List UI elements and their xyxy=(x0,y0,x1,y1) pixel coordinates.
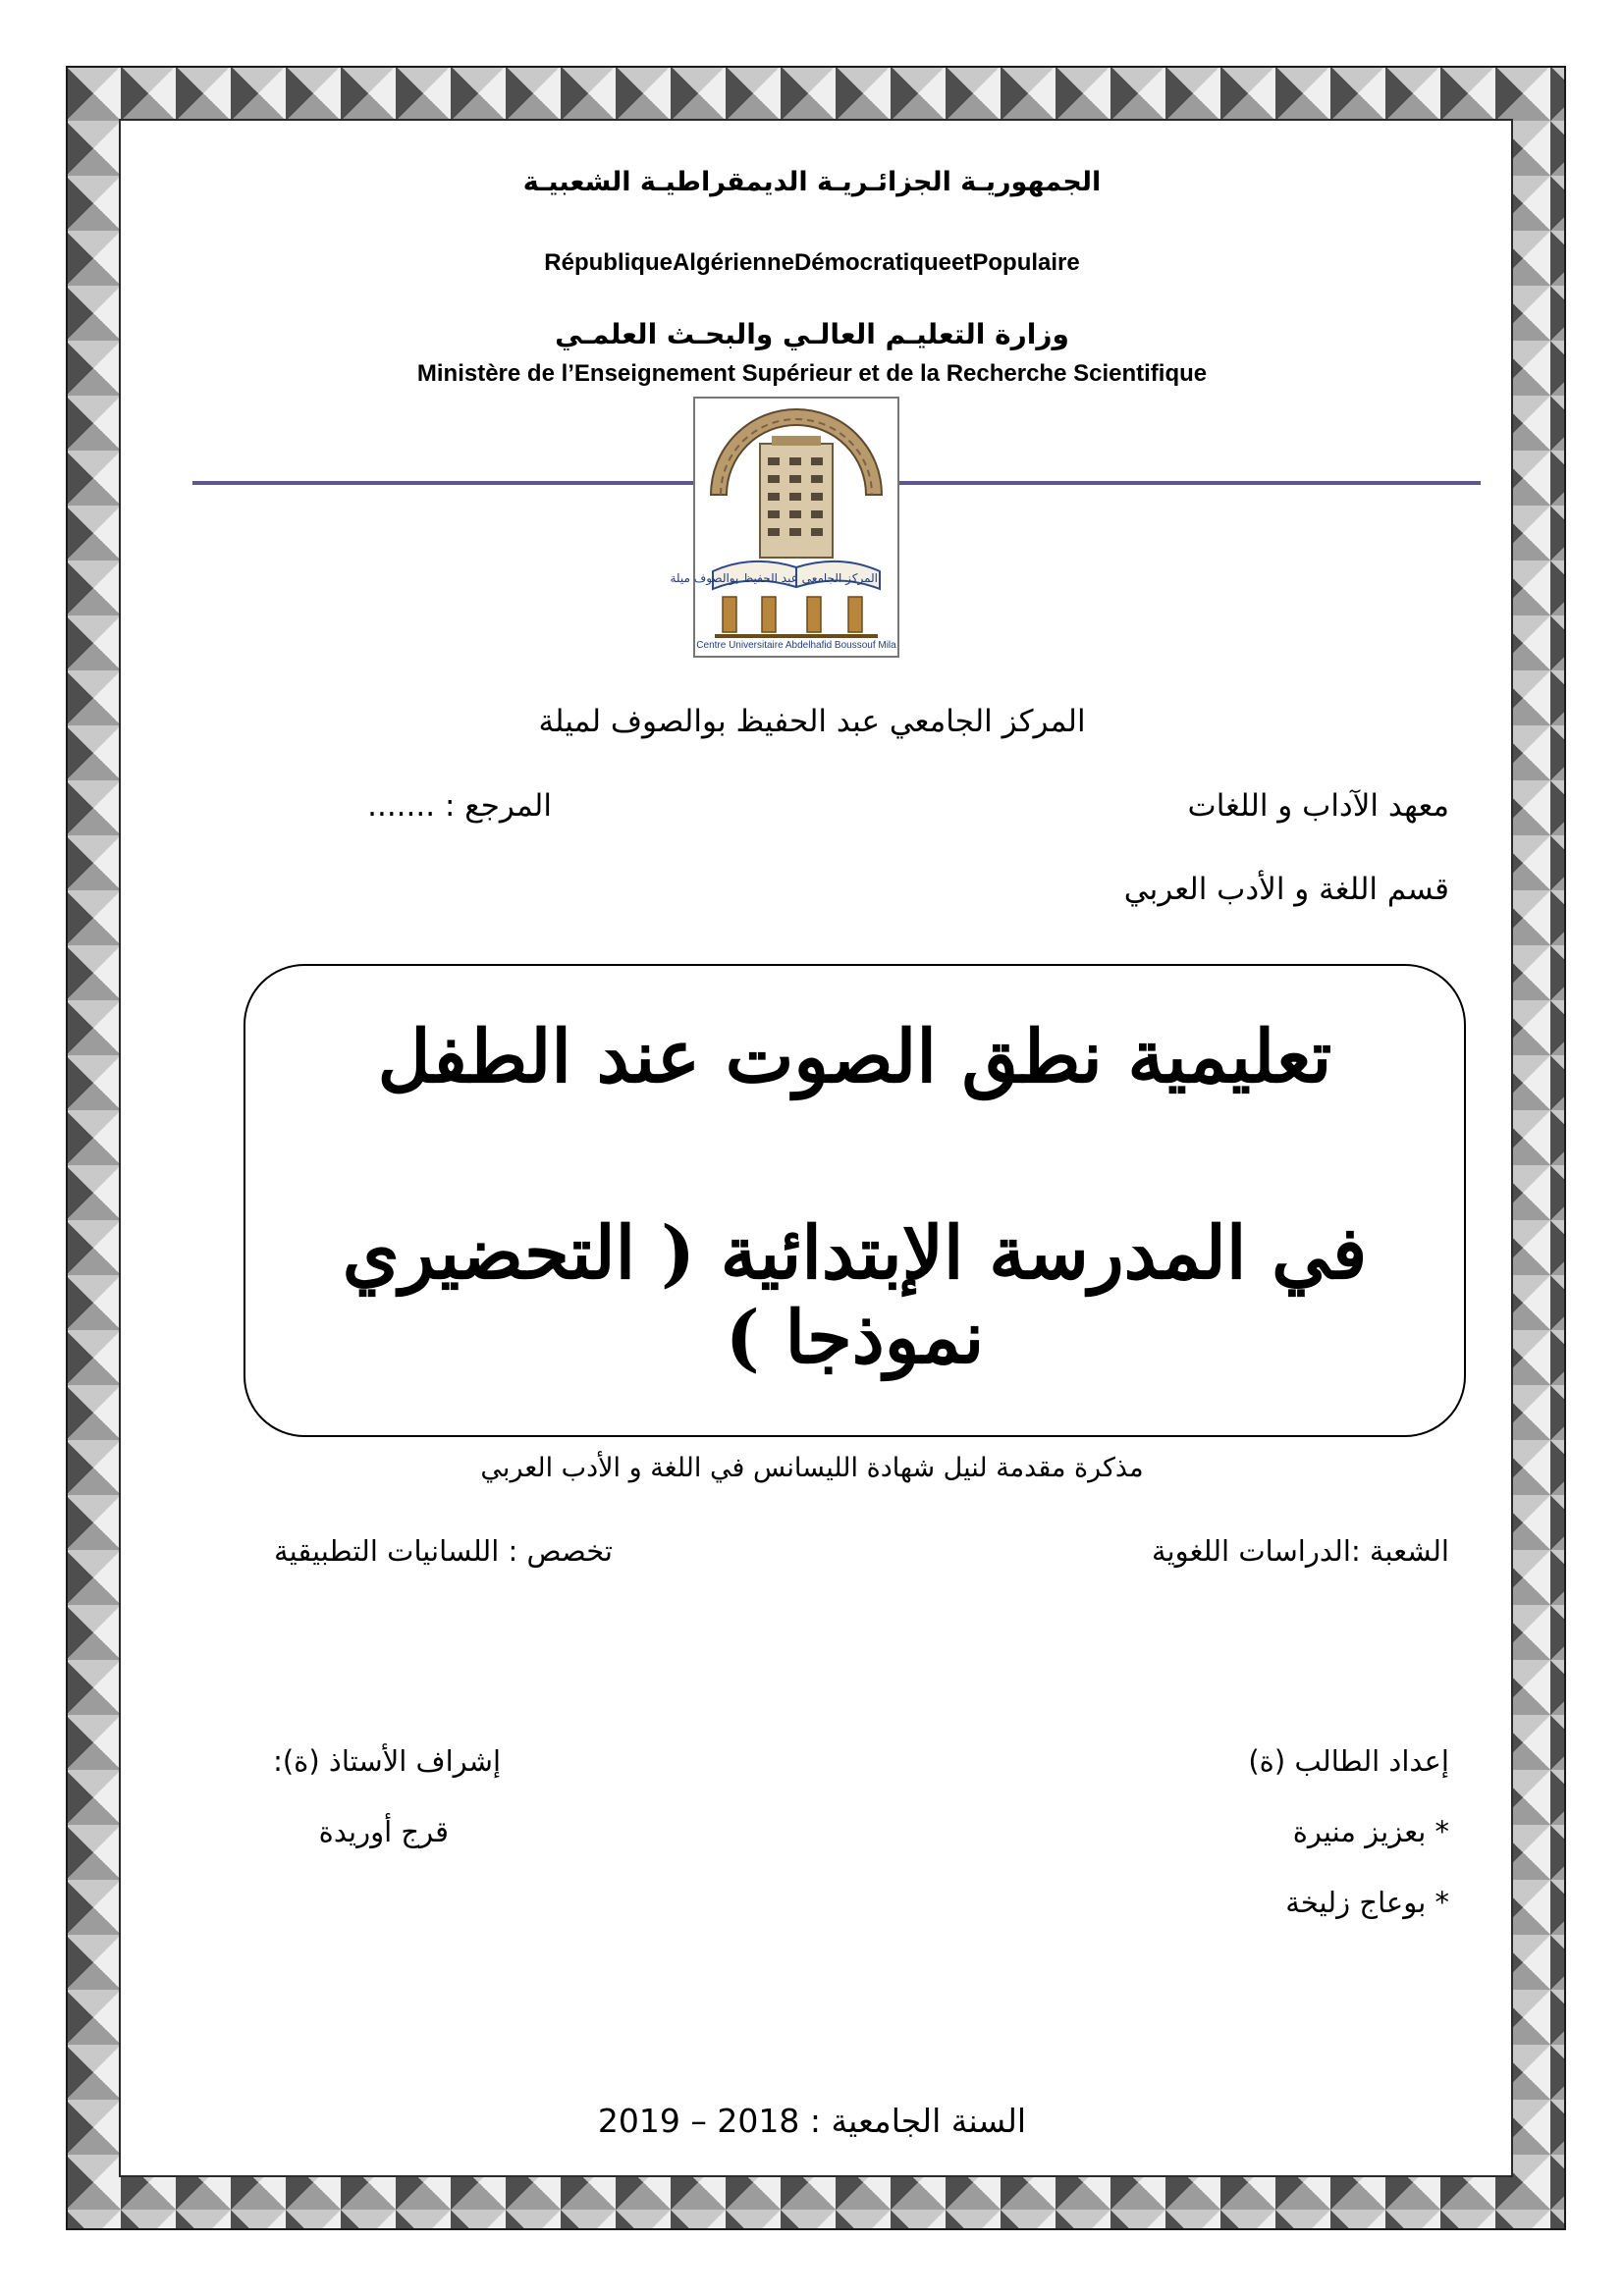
university-center-name: المركز الجامعي عبد الحفيظ بوالصوف لميلة xyxy=(538,704,1086,739)
students-label: إعداد الطالب (ة) xyxy=(1248,1744,1449,1778)
department-name: قسم اللغة و الأدب العربي xyxy=(1123,872,1449,907)
thesis-title-line-2: في المدرسة الإبتدائية ( التحضيري نموذجا ) xyxy=(342,1211,1368,1380)
specialty-field: تخصص : اللسانيات التطبيقية xyxy=(274,1534,613,1568)
university-logo xyxy=(670,397,899,658)
student-name: * بعزيز منيرة xyxy=(1292,1815,1449,1848)
logo-arabic-caption: المركز الجامعي عبد الحفيظ بوالصوف ميلة xyxy=(670,571,878,585)
header-rule-left xyxy=(192,481,693,485)
thesis-subtitle: مذكرة مقدمة لنيل شهادة الليسانس في اللغة و الأدب العربي xyxy=(480,1453,1144,1483)
thesis-title-line-1: تعليمية نطق الصوت عند الطفل xyxy=(377,1015,1332,1099)
republic-title-fr: RépubliqueAlgérienneDémocratiqueetPopulaire xyxy=(544,249,1080,276)
ministry-title-fr: Ministère de l’Enseignement Supérieur et de la Recherche Scientifique xyxy=(416,360,1208,387)
academic-year: السنة الجامعية : 2018 – 2019 xyxy=(597,2102,1027,2140)
university-logo-graphic xyxy=(670,397,899,658)
institute-name: معهد الآداب و اللغات xyxy=(1187,788,1449,824)
republic-title-ar: الجمهوريـة الجزائـريـة الديمقراطيـة الشعبيـة xyxy=(522,167,1102,197)
supervisor-name: قرج أوريدة xyxy=(318,1815,449,1848)
branch-field: الشعبة :الدراسات اللغوية xyxy=(1152,1534,1449,1568)
header-rule-right xyxy=(899,481,1481,485)
student-name: * بوعاج زليخة xyxy=(1285,1886,1449,1919)
reference-field: المرجع : ....... xyxy=(367,788,552,824)
supervisor-label: إشراف الأستاذ (ة): xyxy=(273,1744,501,1778)
ministry-title-ar: وزارة التعليـم العالـي والبحـث العلمـي xyxy=(555,318,1069,350)
logo-caption: Centre Universitaire Abdelhafid Boussouf Mila xyxy=(696,640,896,651)
thesis-title-box xyxy=(244,964,1466,1437)
